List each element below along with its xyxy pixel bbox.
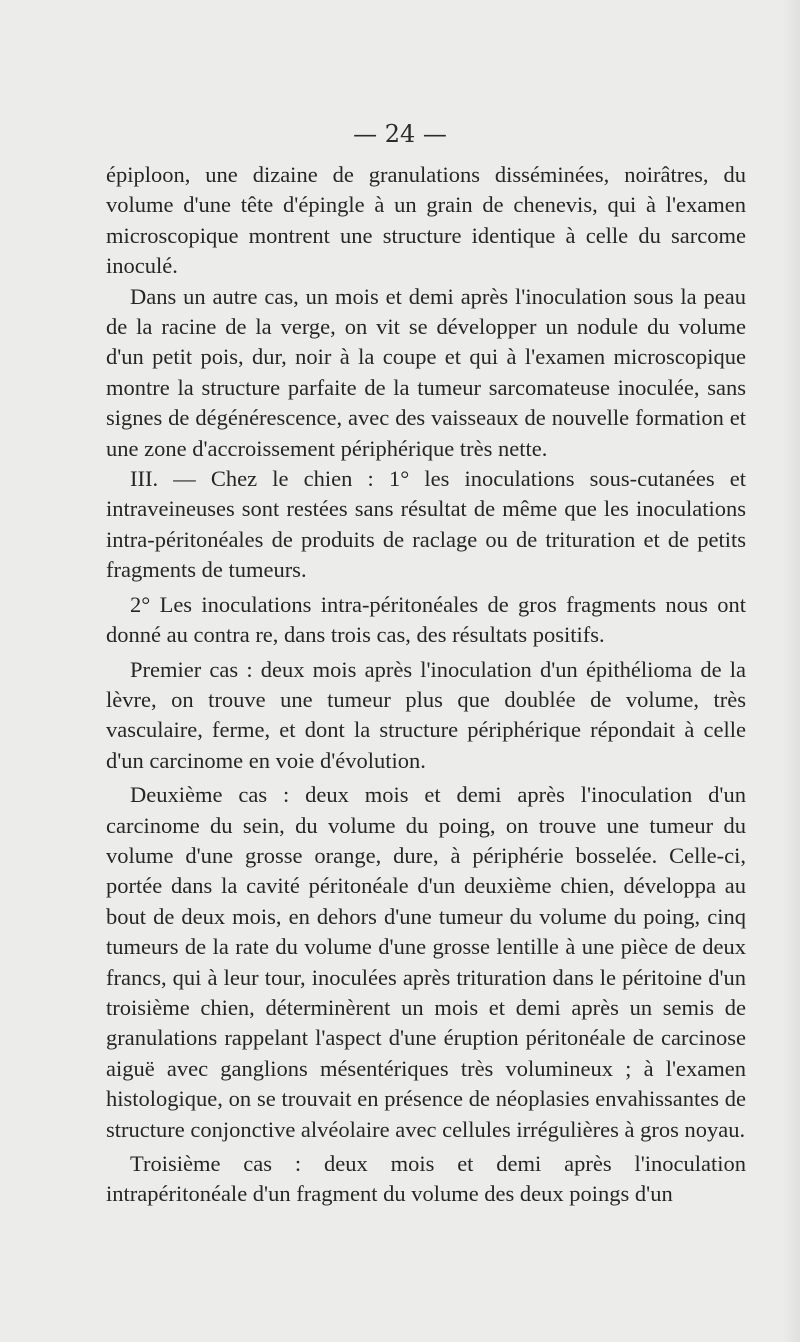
paragraph-premier-cas: Premier cas : deux mois après l'inoculation d'un épithélioma de la lèvre, on trouve une tumeur plus que doublée de volume, très vasculaire, ferme, et dont la structure périphérique répondait à celle d'un carcinome en voie d'évolution. xyxy=(106,656,746,773)
paragraph-verge-inoculation: Dans un autre cas, un mois et demi après l'inoculation sous la peau de la racine de la verge, on vit se développer un nodule du volume d'un petit pois, dur, noir à la coupe et qui à l'examen microscopique montre la structure parfaite de la tumeur sarcomateuse inoculée, sans signes de dégénérescence, avec des vaisseaux de nouvelle formation et une zone d'accroissement périphérique très nette. xyxy=(106,283,746,461)
paragraph-troisieme-cas: Troisième cas : deux mois et demi après l'inoculation intrapéritonéale d'un fragment du volume des deux poings d'un xyxy=(106,1151,746,1207)
body-text xyxy=(106,160,746,1210)
paragraph-gros-fragments: 2° Les inoculations intra-péritonéales de gros fragments nous ont donné au contra re, dans trois cas, des résultats positifs. xyxy=(106,591,746,648)
paragraph-chien-section: III. — Chez le chien : 1° les inoculations sous-cutanées et intraveineuses sont restées sans résultat de même que les inoculations intra-péritonéales de produits de raclage ou de trituration et de petits fragments de tumeurs. xyxy=(106,466,746,583)
paragraph-deuxieme-cas: Deuxième cas : deux mois et demi après l'inoculation d'un carcinome du sein, du volume du poing, on trouve une tumeur du volume d'une grosse orange, dure, à périphérie bosselée. Celle-ci, portée dans la cavité péritonéale d'un deuxième chien, développa au bout de deux mois, en dehors d'une tumeur du volume du poing, cinq tumeurs de la rate du volume d'une grosse lentille à une pièce de deux francs, qui à leur tour, inoculées après trituration dans le péritoine d'un troisième chien, déterminèrent un mois et demi après un semis de granulations rappelant l'aspect d'une éruption péritonéale de carcinose aiguë avec ganglions mésentériques très volumineux ; à l'examen histologique, on se trouvait en présence de néoplasies envahissantes de structure conjonctive alvéolaire avec cellules irrégulières à gros noyau. xyxy=(106,782,746,1142)
page-number: — 24 — xyxy=(353,120,447,148)
scan-shadow xyxy=(782,0,800,1342)
paragraph-sarcome-continuation: épiploon, une dizaine de granulations disséminées, noirâtres, du volume d'une tête d'épingle à un grain de chenevis, qui à l'examen microscopique montrent une structure identique à celle du sarcome inoculé. xyxy=(106,162,746,279)
